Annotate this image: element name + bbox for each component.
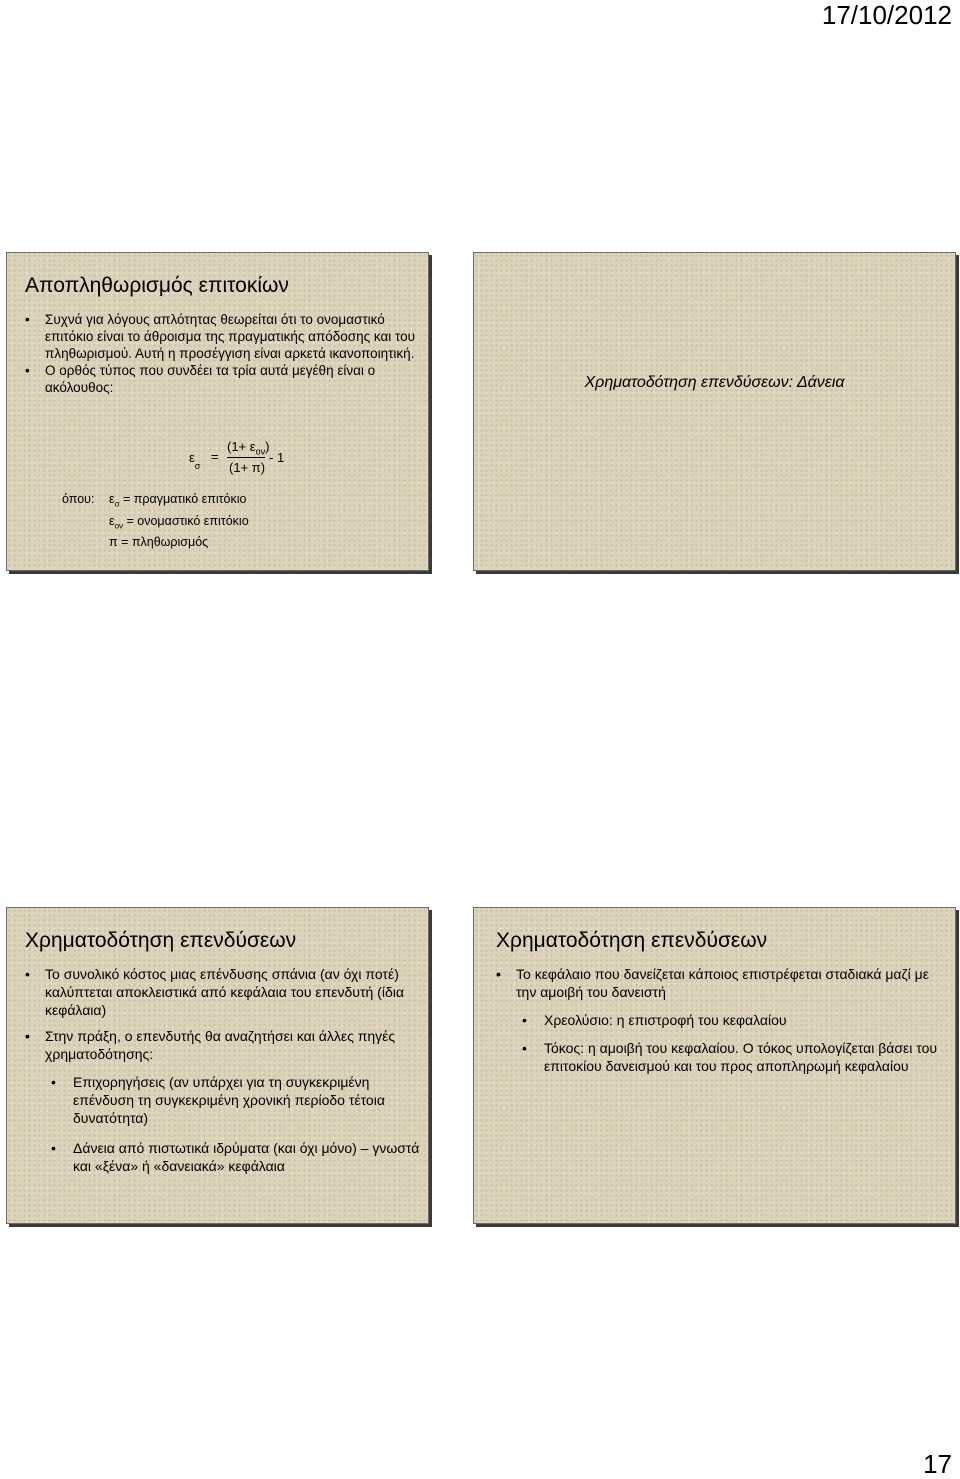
bullet-list xyxy=(25,311,425,396)
page-date: 17/10/2012 xyxy=(821,0,952,30)
sub-bullet-item: • Τόκος: η αμοιβή του κεφαλαίου. Ο τόκος υπολογίζεται βάσει του επιτοκίου δανεισμού και του προς αποπληρωμή κεφαλαίου xyxy=(496,1039,946,1075)
bullet-item: • • Στην πράξη, ο επενδυτής θα αναζητήσει και άλλες πηγές χρηματοδότησης: • Επιχορηγήσεις (αν υπάρχει για τη συγκεκριμένη επένδυση τη συγκεκριμένη χρονική περίοδο τέτοια δυνατότητα) • Δάνεια από πιστωτικά ιδρύματα (και όχι μόνο) – γνωστά και «ξένα» ή «δανειακά» κεφάλαια xyxy=(25,1027,420,1175)
bullet-item: • Συχνά για λόγους απλότητας θεωρείται ότι το ονομαστικό επιτόκιο είναι το άθροισμα της πραγματικής απόδοσης και του πληθωρισμού. Αυτή η προσέγγιση είναι αρκετά ικανοποιητική. xyxy=(25,311,425,362)
formula-equals: = xyxy=(211,449,219,464)
section-title: Χρηματοδότηση επενδύσεων: Δάνεια xyxy=(584,374,845,391)
slide-loans-section xyxy=(473,252,956,571)
slide-title: Χρηματοδότηση επενδύσεων xyxy=(25,929,297,952)
bullet-item: • Το συνολικό κόστος μιας επένδυσης σπάνια (αν όχι ποτέ) καλύπτεται αποκλειστικά από κεφάλαια του επενδυτή (ίδια κεφάλαια) xyxy=(25,965,420,1019)
sub-bullet-list xyxy=(496,1011,946,1075)
legend-row: π = πληθωρισμός xyxy=(109,535,209,549)
sub-bullet-list xyxy=(25,1073,420,1175)
slide-deflation xyxy=(6,252,429,571)
sub-bullet-item: • Δάνεια από πιστωτικά ιδρύματα (και όχι μόνο) – γνωστά και «ξένα» ή «δανειακά» κεφάλαια xyxy=(25,1139,420,1175)
sub-bullet-item: • Χρεολύσιο: η επιστροφή του κεφαλαίου xyxy=(496,1011,946,1029)
slide-investment-financing-2 xyxy=(473,907,956,1224)
fraction-bar xyxy=(227,457,265,458)
sub-bullet-item: • Επιχορηγήσεις (αν υπάρχει για τη συγκεκριμένη επένδυση τη συγκεκριμένη χρονική περίοδο τέτοια δυνατότητα) xyxy=(25,1073,420,1127)
real-rate-formula xyxy=(187,438,297,478)
bullet-item: • Ο ορθός τύπος που συνδέει τα τρία αυτά μεγέθη είναι ο ακόλουθος: xyxy=(25,362,425,396)
page-number: 17 xyxy=(923,1449,952,1479)
formula-lhs: $\varepsilon_\sigma$ xyxy=(189,450,201,471)
formula-legend xyxy=(62,491,249,556)
formula-tail: - 1 xyxy=(269,450,285,465)
slide-title: Χρηματοδότηση επενδύσεων xyxy=(496,929,768,952)
legend-row: $\varepsilon_{o\nu} = o\nu o\mu\alpha\sigma\tau\iota\kappa ό$ επιτόκιο xyxy=(109,513,249,530)
bullet-item: • • Το κεφάλαιο που δανείζεται κάποιος επιστρέφεται σταδιακά μαζί με την αμοιβή του δανειστή • Χρεολύσιο: η επιστροφή του κεφαλαίου • Τόκος: η αμοιβή του κεφαλαίου. Ο τόκος υπολογίζεται βάσει του επιτοκίου δανεισμού και του προς αποπληρωμή κεφαλαίου xyxy=(496,965,946,1075)
legend-row: όπου: $\varepsilon_\sigma = \pi\rho\alpha\gamma\mu\alpha\tau\iota\kappa ό$ επιτόκιο xyxy=(62,492,247,509)
bullet-list xyxy=(25,965,420,1185)
bullet-list xyxy=(496,965,946,1085)
formula-denominator: (1+ π) xyxy=(229,460,266,475)
slide-title: Αποπληθωρισμός επιτοκίων xyxy=(25,274,289,297)
formula-numerator: $(1+ \varepsilon_{o\nu})$ xyxy=(227,439,270,457)
slide-investment-financing-1 xyxy=(6,907,429,1224)
legend-label: όπου: xyxy=(62,492,95,506)
